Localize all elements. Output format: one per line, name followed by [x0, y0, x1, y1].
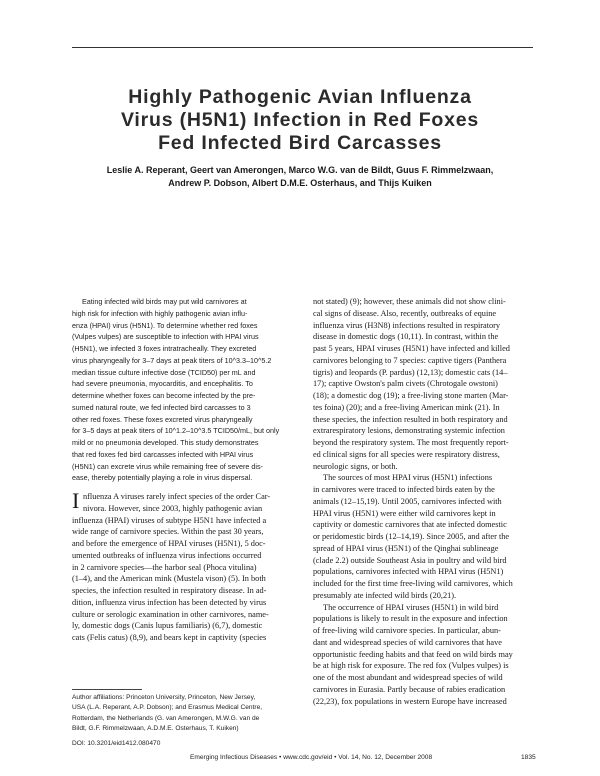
body-line: umented outbreaks of influenza virus infections occurred — [72, 550, 262, 560]
body-line: The occurrence of HPAI viruses (H5N1) in wild bird — [323, 602, 499, 612]
article-title — [40, 86, 560, 155]
body-line: animals (12–15,19). Until 2005, carnivores infected with — [313, 496, 502, 506]
body-line: spread of HPAI virus (H5N1) of the Qinghai sublineage — [313, 543, 499, 553]
body-line: opportunistic feeding habits and that feed on wild birds may — [313, 649, 513, 659]
body-line: tes foina) (20); and a free-living American mink (21). In — [313, 402, 500, 412]
abstract-line: for 3–5 days at peak titers of 10^1.2–10^3.5 TCID50/mL, but only — [72, 426, 280, 436]
body-line: HPAI virus (H5N1) were either wild carnivores kept in — [313, 508, 496, 518]
body-line: species, the infection resulted in respiratory disease. In ad- — [72, 586, 267, 595]
body-line: nfluenza A viruses rarely infect species of the order Car- — [83, 492, 271, 501]
footnote-line: Rotterdam, the Netherlands (G. van Amerongen, M.W.G. van de — [72, 714, 260, 722]
abstract-line: had severe pneumonia, myocarditis, and encephalitis. To — [72, 379, 253, 389]
abstract-line: other red foxes. These foxes excreted virus pharyngeally — [72, 414, 253, 424]
body-line: The sources of most HPAI virus (H5N1) infections — [323, 473, 493, 483]
body-line: one of the most abundant and widespread species of wild — [313, 673, 503, 682]
footnote-line: Author affiliations: Princeton University, Princeton, New Jersey, — [72, 694, 256, 701]
body-line: in carnivores were traced to infected birds eaten by the — [313, 485, 495, 494]
body-line: (18); a domestic dog (19); a free-living stone marten (Mar- — [313, 391, 509, 400]
title-line: Fed Infected Bird Carcasses — [158, 132, 442, 154]
author-list — [60, 164, 540, 190]
abstract-line: mild or no pneumonia developed. This study demonstrates — [72, 438, 259, 447]
abstract-line: sumed natural route, we fed infected bird carcasses to 3 — [72, 402, 251, 412]
body-line: wide range of carnivore species. Within the past 30 years, — [72, 527, 264, 537]
body-column-left — [72, 488, 308, 644]
body-line: in 2 carnivore species—the harbor seal (Phoca vitulina) — [72, 562, 257, 572]
abstract-line: high risk for infection with highly pathogenic avian influ- — [72, 308, 248, 318]
author-line: Andrew P. Dobson, Albert D.M.E. Osterhaus, and Thijs Kuiken — [168, 178, 432, 188]
journal-footer: Emerging Infectious Diseases • www.cdc.gov/eid • Vol. 14, No. 12, December 2008 — [190, 754, 433, 761]
abstract — [72, 296, 300, 484]
header-rule — [72, 47, 533, 48]
body-line: ly, domestic dogs (Canis lupus familiaris) (6,7), domestic — [72, 621, 263, 631]
page-number: 1835 — [521, 754, 536, 761]
body-line: or peridomestic birds (12–14,19). Since 2005, and after the — [313, 532, 510, 541]
abstract-line: that red foxes fed bird carcasses infected with HPAI virus — [72, 449, 254, 459]
abstract-line: determine whether foxes can become infected by the pre- — [72, 391, 256, 400]
abstract-line: virus pharyngeally for 3–7 days at peak titers of 10^3.3–10^5.2 — [72, 355, 272, 365]
body-line: populations, carnivores infected with HPAI virus (H5N1) — [313, 567, 504, 577]
body-line: influenza (HPAI) viruses of subtype H5N1 have infected a — [72, 515, 267, 525]
body-line: these species, the infection resulted in both respiratory and — [313, 414, 508, 424]
abstract-line: (Vulpes vulpes) are susceptible to infection with HPAI virus — [72, 332, 259, 342]
body-line: presumably ate infected wild birds (20,21). — [313, 590, 457, 600]
author-affiliations — [72, 693, 304, 734]
abstract-line: enza (HPAI) virus (H5N1). To determine whether red foxes — [72, 320, 258, 330]
body-line: influenza virus (H3N8) infections resulted in respiratory — [313, 320, 501, 330]
body-line: 17); captive Owston's palm civets (Chrotogale owstoni) — [313, 379, 498, 389]
body-line: dant and widespread species of wild carnivores that have — [313, 637, 502, 647]
footnote-line: Bildt, G.F. Rimmelzwaan, A.D.M.E. Osterhaus, T. Kuiken) — [72, 724, 239, 732]
body-line: be at high risk for exposure. The red fox (Vulpes vulpes) is — [313, 661, 509, 671]
body-line: extrarespiratory lesions, demonstrating systemic infection — [313, 426, 505, 436]
abstract-line: ease, thereby potentially playing a role in virus dispersal. — [72, 473, 253, 483]
body-line: tigris) and leopards (P. pardus) (12,13); domestic cats (14– — [313, 367, 508, 377]
abstract-line: median tissue culture infective dose (TCID50) per mL and — [72, 367, 256, 377]
abstract-line: Eating infected wild birds may put wild carnivores at — [82, 297, 247, 306]
body-line: populations is likely to result in the exposure and infection — [313, 614, 508, 624]
body-column-right — [313, 296, 535, 707]
footnote-line: USA (L.A. Reperant, A.P. Dobson); and Erasmus Medical Centre, — [72, 704, 263, 712]
abstract-line: (H5N1), we infected 3 foxes intratracheally. They excreted — [72, 344, 257, 353]
title-line: Virus (H5N1) Infection in Red Foxes — [120, 109, 480, 131]
body-line: cats (Felis catus) (8,9), and bears kept in captivity (species — [72, 633, 267, 642]
body-line: beyond the respiratory system. The most frequently report- — [313, 438, 509, 447]
body-line: nivora. However, since 2003, highly pathogenic avian — [83, 503, 263, 513]
drop-cap: I — [72, 488, 80, 513]
doi: DOI: 10.3201/eid1412.080470 — [72, 740, 161, 747]
body-line: captivity or domestic carnivores that ate infected domestic — [313, 520, 507, 530]
body-line: past 5 years, HPAI viruses (H5N1) have infected and killed — [313, 344, 510, 353]
author-line: Leslie A. Reperant, Geert van Amerongen, Marco W.G. van de Bildt, Guus F. Rimmelzwaan, — [106, 165, 494, 175]
body-line: of free-living wild carnivore species. In particular, abun- — [313, 626, 501, 635]
abstract-line: (H5N1) can excrete virus while remaining free of severe dis- — [72, 461, 263, 471]
body-line: (clade 2.2) outside Southeast Asia in poultry and wild bird — [313, 555, 507, 565]
body-line: ed clinical signs for all species were respiratory distress, — [313, 449, 500, 459]
body-line: cal signs of disease. Also, recently, outbreaks of equine — [313, 308, 497, 318]
body-line: neurologic signs, or both. — [313, 461, 398, 471]
body-line: culture or serologic examination in other carnivores, name- — [72, 609, 269, 619]
body-line: dition, influenza virus infection has been detected by virus — [72, 597, 267, 607]
body-line: and before the emergence of HPAI viruses (H5N1), 5 doc- — [72, 539, 266, 548]
body-line: carnivores in Eurasia. Partly because of rabies eradication — [313, 684, 506, 694]
body-line: (1–4), and the American mink (Mustela vison) (5). In both — [72, 574, 266, 584]
title-line: Highly Pathogenic Avian Influenza — [128, 86, 472, 108]
body-line: carnivores belonging to 7 species: captive tigers (Panthera — [313, 355, 507, 365]
body-line: disease in domestic dogs (10,11). In contrast, within the — [313, 332, 499, 342]
body-line: included for the first time free-living wild carnivores, which — [313, 579, 513, 588]
footnote-rule — [72, 689, 142, 690]
body-line: (22,23), fox populations in western Europe have increased — [313, 696, 507, 706]
body-line: not stated) (9); however, these animals did not show clini- — [313, 297, 506, 306]
